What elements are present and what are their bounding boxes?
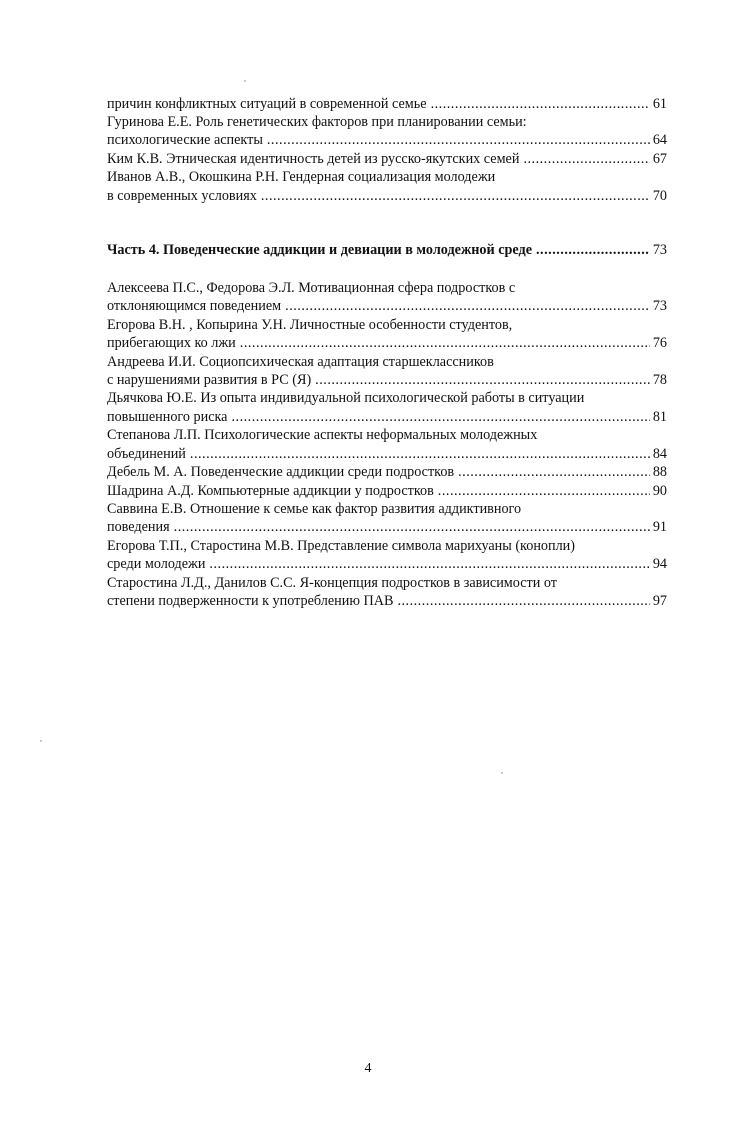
- section-title: Часть 4. Поведенческие аддикции и девиации в молодежной среде: [107, 242, 532, 258]
- toc-entry: [107, 445, 667, 463]
- scan-speck: [40, 740, 42, 742]
- toc-entry: [107, 113, 667, 131]
- toc-entry-text: среди молодежи: [107, 556, 206, 572]
- toc-entry-page: 73: [652, 298, 667, 314]
- toc-entry: [107, 131, 667, 149]
- scan-speck: [244, 80, 246, 82]
- toc-entry: [107, 408, 667, 426]
- toc-entry-page: 61: [652, 96, 667, 112]
- toc-entry: [107, 279, 667, 297]
- toc-leader-dots: [261, 187, 650, 205]
- toc-entry-page: 67: [652, 151, 667, 167]
- section-heading: [107, 241, 667, 259]
- toc-entry: [107, 426, 667, 444]
- toc-entry-text: поведения: [107, 519, 170, 535]
- toc-entry: [107, 555, 667, 573]
- toc-entry-page: 90: [652, 483, 667, 499]
- toc-entry-page: 91: [652, 519, 667, 535]
- toc-entry: [107, 482, 667, 500]
- toc-entry: [107, 371, 667, 389]
- toc-entry-page: 78: [652, 372, 667, 388]
- toc-entry: [107, 150, 667, 168]
- toc-entry-text: Иванов А.В., Окошкина Р.Н. Гендерная социализация молодежи: [107, 169, 496, 185]
- toc-leader-dots: [174, 518, 650, 536]
- toc-entry: [107, 518, 667, 536]
- toc-entry: [107, 316, 667, 334]
- toc-entry-text: Степанова Л.П. Психологические аспекты неформальных молодежных: [107, 427, 538, 443]
- toc-entry-text: Дебель М. А. Поведенческие аддикции среди подростков: [107, 464, 455, 480]
- toc-entry-text: с нарушениями развития в РС (Я): [107, 372, 312, 388]
- toc-leader-dots: [397, 592, 649, 610]
- toc-entry-page: 76: [652, 335, 667, 351]
- toc-entry: [107, 463, 667, 481]
- toc-entry-text: Гуринова Е.Е. Роль генетических факторов при планировании семьи:: [107, 114, 527, 130]
- toc-entry: [107, 334, 667, 352]
- toc-entry: [107, 537, 667, 555]
- toc-entry-text: Егорова В.Н. , Копырина У.Н. Личностные особенности студентов,: [107, 317, 513, 333]
- toc-entry-text: в современных условиях: [107, 188, 257, 204]
- toc-entry: [107, 353, 667, 371]
- toc-entry-text: Дьячкова Ю.Е. Из опыта индивидуальной психологической работы в ситуации: [107, 390, 585, 406]
- toc-entry-text: Шадрина А.Д. Компьютерные аддикции у подростков: [107, 483, 434, 499]
- toc-entry-text: Андреева И.И. Социопсихическая адаптация старшеклассников: [107, 354, 494, 370]
- toc-leader-dots: [285, 297, 650, 315]
- toc-entry-page: 84: [652, 446, 667, 462]
- toc-entry-page: 64: [652, 132, 667, 148]
- toc-entry-text: степени подверженности к употреблению ПАВ: [107, 593, 394, 609]
- toc-leader-dots: [315, 371, 650, 389]
- toc-leader-dots: [523, 150, 649, 168]
- toc-entry: [107, 592, 667, 610]
- toc-entry: [107, 95, 667, 113]
- toc-entry-text: Алексеева П.С., Федорова Э.Л. Мотивационная сфера подростков с: [107, 280, 516, 296]
- toc-entry-text: Старостина Л.Д., Данилов С.С. Я-концепция подростков в зависимости от: [107, 575, 557, 591]
- toc-leader-dots: [190, 445, 650, 463]
- toc-leader-dots: [431, 95, 650, 113]
- toc-entry-page: 94: [652, 556, 667, 572]
- toc-entry-text: отклоняющимся поведением: [107, 298, 282, 314]
- toc-entry-page: 81: [652, 409, 667, 425]
- toc-entry-text: повышенного риска: [107, 409, 228, 425]
- toc-entry-text: причин конфликтных ситуаций в современной семье: [107, 96, 427, 112]
- toc-entry-page: 70: [652, 188, 667, 204]
- toc-leader-dots: [458, 463, 650, 481]
- toc-entry-text: объединений: [107, 446, 186, 462]
- toc-leader-dots: [231, 408, 649, 426]
- toc-entry: [107, 389, 667, 407]
- section-page: 73: [652, 242, 667, 258]
- toc-entry: [107, 168, 667, 186]
- toc-leader-dots: [209, 555, 649, 573]
- toc-entry-page: 88: [652, 464, 667, 480]
- toc-leader-dots: [240, 334, 650, 352]
- page-number: 4: [364, 1061, 372, 1076]
- toc-entry-page: 97: [652, 593, 667, 609]
- toc-entry: [107, 187, 667, 205]
- toc-entry: [107, 500, 667, 518]
- toc-leader-dots: [438, 482, 650, 500]
- toc-entry: [107, 574, 667, 592]
- toc-leader-dots: [536, 241, 650, 259]
- toc-entry-text: Ким К.В. Этническая идентичность детей из русско-якутских семей: [107, 151, 520, 167]
- toc-entry-text: Саввина Е.В. Отношение к семье как фактор развития аддиктивного: [107, 501, 522, 517]
- toc-entry-text: Егорова Т.П., Старостина М.В. Представление символа марихуаны (конопли): [107, 538, 575, 554]
- toc-entry-text: прибегающих ко лжи: [107, 335, 236, 351]
- toc-entry-text: психологические аспекты: [107, 132, 263, 148]
- toc-leader-dots: [267, 131, 650, 149]
- toc-entry: [107, 297, 667, 315]
- scan-speck: [501, 772, 503, 774]
